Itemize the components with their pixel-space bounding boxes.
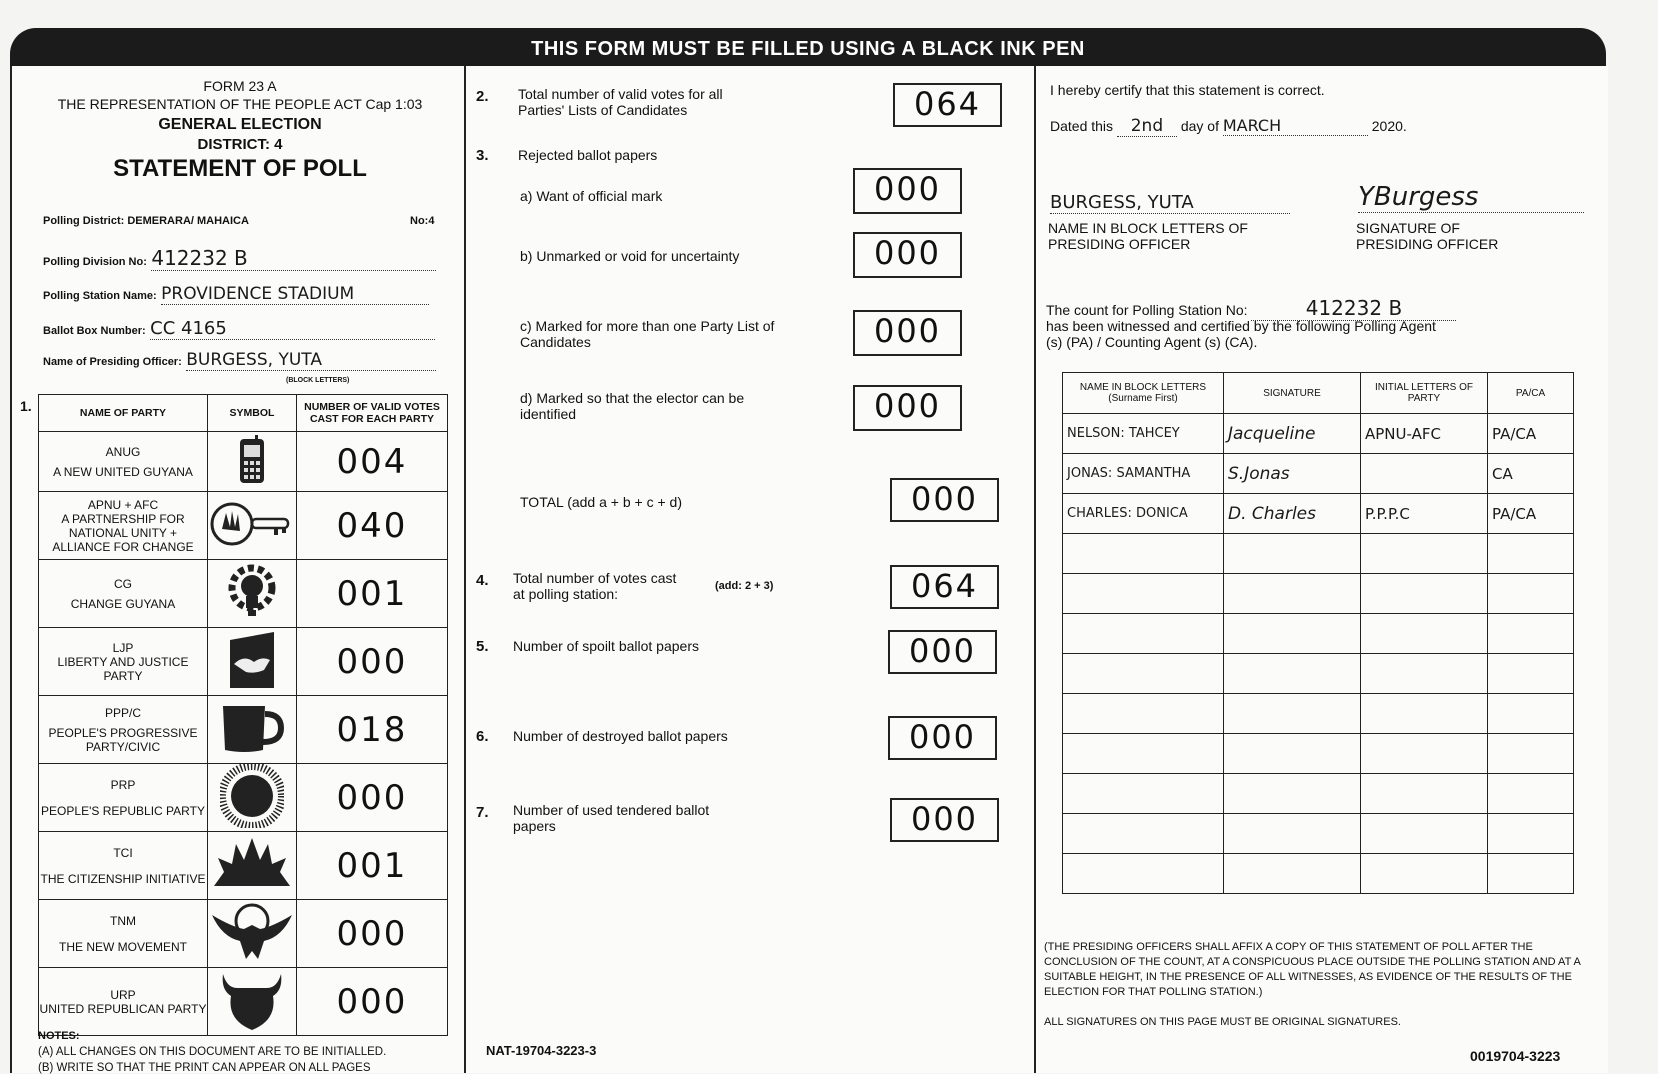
agent-party[interactable]: P.P.P.C [1361,494,1488,534]
district-title: DISTRICT: 4 [197,136,283,153]
agent-name[interactable]: NELSON: TAHCEY [1063,414,1224,454]
party-name-cell [39,696,208,764]
posting-footnote: (THE PRESIDING OFFICERS SHALL AFFIX A COPY OF THIS STATEMENT OF POLL AFTER THE CONCLUSION OF THE COUNT, AT A CONSPICUOUS PLACE OUTSIDE THE POLLING STATION AND AT A SUITABLE HEIGHT, IN THE PRESENCE OF ALL WITNESSES, AS EVIDENCE OF THE RESULTS OF THE ELECTION FOR THAT POLLING STATION.) [1044,941,1581,998]
header-agent-party: INITIAL LETTERS OF PARTY [1361,373,1488,414]
signature-label: SIGNATURE OF PRESIDING OFFICER [1356,220,1499,252]
ballot-box-value[interactable]: CC 4165 [150,318,435,340]
party-name-cell [39,764,208,832]
empty-agent-cell[interactable] [1488,854,1574,894]
party-name-cell [39,900,208,968]
symbol-cell [208,764,297,832]
party-name: THE CITIZENSHIP INITIATIVE [40,871,206,886]
officer-signature[interactable]: YBurgess [1358,182,1584,213]
table-row [1063,614,1574,654]
item-4-label: Total number of votes cast at polling station: [513,570,677,602]
agent-signature[interactable]: D. Charles [1224,494,1361,534]
empty-agent-cell[interactable] [1488,774,1574,814]
notes-title: NOTES: [38,1030,80,1042]
party-name: UNITED REPUBLICAN PARTY [39,1001,207,1016]
party-name: A PARTNERSHIP FOR NATIONAL UNITY + ALLIANCE FOR CHANGE [52,511,194,554]
handshake-icon [224,630,280,690]
empty-agent-cell[interactable] [1063,654,1224,694]
empty-agent-cell[interactable] [1224,654,1361,694]
agent-signature[interactable]: Jacqueline [1224,414,1361,454]
party-abbr: LJP [112,640,134,655]
header-symbol: SYMBOL [208,395,297,432]
dated-year: 2020. [1371,118,1407,134]
symbol-cell [208,432,297,492]
party-name-cell [39,832,208,900]
empty-agent-cell[interactable] [1224,734,1361,774]
header-agent-signature: SIGNATURE [1224,373,1361,414]
division-label: Polling Division No: [43,256,147,268]
officer-field [43,350,438,371]
votes-cell[interactable]: 000 [297,900,448,968]
election-title: GENERAL ELECTION [158,116,322,133]
hand-key-icon [210,499,294,549]
symbol-cell [208,968,297,1036]
officer-name-value[interactable]: BURGESS, YUTA [1050,192,1290,214]
day-of-text: day of [1180,118,1219,134]
table-row [1063,494,1574,534]
party-votes-table [38,394,448,1036]
item-4-value[interactable]: 064 [890,565,999,609]
sun-icon [220,764,284,828]
dated-day[interactable]: 2nd [1117,116,1177,137]
item-5-number: 5. [476,638,489,655]
empty-agent-cell[interactable] [1361,734,1488,774]
votes-cell[interactable]: 000 [297,628,448,696]
division-value[interactable]: 412232 B [151,246,436,271]
party-name: A NEW UNITED GUYANA [53,464,193,479]
empty-agent-cell[interactable] [1488,614,1574,654]
signatures-note: ALL SIGNATURES ON THIS PAGE MUST BE ORIGINAL SIGNATURES. [1044,1016,1401,1028]
serial-number: 0019704-3223 [1470,1048,1561,1064]
block-letters-note: (BLOCK LETTERS) [286,377,350,384]
count-tail: has been witnessed and certified by the following Polling Agent (s) (PA) / Counting Agent (s) (CA). [1046,318,1436,350]
item-6-label: Number of destroyed ballot papers [513,728,728,744]
station-value[interactable]: PROVIDENCE STADIUM [161,284,429,305]
agent-role[interactable]: CA [1488,454,1574,494]
count-label: The count for Polling Station No: [1046,302,1248,318]
cup-icon [217,700,287,756]
phone-icon [237,435,267,485]
column-divider-left [464,66,466,1073]
votes-cell[interactable]: 001 [297,560,448,628]
form-code: NAT-19704-3223-3 [486,1043,597,1058]
party-name: CHANGE GUYANA [70,596,176,611]
item-5-label: Number of spoilt ballot papers [513,638,699,654]
lightbulb-gear-icon [224,562,280,622]
count-station-value[interactable]: 412232 B [1251,296,1456,321]
table-row [1063,774,1574,814]
party-abbr: TNM [110,913,136,928]
officer-name-label: NAME IN BLOCK LETTERS OF PRESIDING OFFICER [1048,220,1248,252]
empty-agent-cell[interactable] [1488,534,1574,574]
party-abbr: ANUG [105,444,141,459]
division-field [43,246,438,271]
empty-agent-cell[interactable] [1063,614,1224,654]
empty-agent-cell[interactable] [1488,654,1574,694]
header-agent-name: NAME IN BLOCK LETTERS (Surname First) [1063,373,1224,414]
empty-agent-cell[interactable] [1488,694,1574,734]
empty-agent-cell[interactable] [1063,854,1224,894]
table-row [39,432,448,492]
empty-agent-cell[interactable] [1488,574,1574,614]
act-title: THE REPRESENTATION OF THE PEOPLE ACT Cap 1:03 [57,96,423,112]
header-agent-role: PA/CA [1488,373,1574,414]
dated-prefix: Dated this [1050,118,1114,134]
item-7-label: Number of used tendered ballot papers [513,802,710,834]
certify-text: I hereby certify that this statement is correct. [1050,82,1325,98]
empty-agent-cell[interactable] [1361,814,1488,854]
agents-table [1062,372,1574,894]
header-votes: NUMBER OF VALID VOTES CAST FOR EACH PARTY [297,395,448,432]
item-5-value[interactable]: 000 [888,630,997,674]
votes-cell[interactable]: 018 [297,696,448,764]
section-1-number: 1. [20,398,32,414]
empty-agent-cell[interactable] [1361,574,1488,614]
votes-cell[interactable]: 000 [297,968,448,1036]
ballot-box-label: Ballot Box Number: [43,325,146,337]
empty-agent-cell[interactable] [1063,694,1224,734]
header-party-name: NAME OF PARTY [39,395,208,432]
polling-district: Polling District: DEMERARA/ MAHAICA [43,215,249,227]
empty-agent-cell[interactable] [1063,534,1224,574]
votes-cell[interactable]: 040 [297,492,448,560]
agent-party[interactable] [1361,454,1488,494]
empty-agent-cell[interactable] [1224,854,1361,894]
item-3b-value[interactable]: 000 [853,232,962,278]
agent-name[interactable]: CHARLES: DONICA [1063,494,1224,534]
note-a: (A) ALL CHANGES ON THIS DOCUMENT ARE TO BE INITIALLED. [38,1046,387,1058]
table-row [1063,574,1574,614]
party-name-cell [39,560,208,628]
party-abbr: PPP/C [104,705,141,720]
party-name-cell [39,492,208,560]
item-3a-label: a) Want of official mark [520,188,663,204]
item-7-number: 7. [476,804,489,821]
item-7-value[interactable]: 000 [890,798,999,842]
agent-name[interactable]: JONAS: SAMANTHA [1063,454,1224,494]
party-abbr: APNU + AFC [87,497,159,512]
party-abbr: CG [114,576,132,591]
empty-agent-cell[interactable] [1063,574,1224,614]
officer-label: Name of Presiding Officer: [43,356,182,368]
item-6-value[interactable]: 000 [888,716,997,760]
party-abbr: PRP [110,777,136,792]
empty-agent-cell[interactable] [1361,534,1488,574]
table-row [1063,414,1574,454]
form-header [30,78,450,183]
item-3c-label: c) Marked for more than one Party List of Candidates [520,318,775,350]
item-3-label: Rejected ballot papers [518,147,658,163]
form-banner: THIS FORM MUST BE FILLED USING A BLACK INK PEN [10,28,1606,66]
symbol-cell [208,900,297,968]
column-divider-right [1034,66,1036,1073]
table-row [39,696,448,764]
item-3d-value[interactable]: 000 [853,385,962,431]
table-row [39,764,448,832]
table-row [1063,694,1574,734]
empty-agent-cell[interactable] [1063,814,1224,854]
dated-line [1050,116,1407,137]
item-3b-label: b) Unmarked or void for uncertainty [520,248,740,264]
empty-agent-cell[interactable] [1361,854,1488,894]
symbol-cell [208,560,297,628]
party-name: THE NEW MOVEMENT [59,939,187,954]
party-abbr: TCI [113,845,133,860]
agents-header-row [1063,373,1574,414]
item-3c-value[interactable]: 000 [853,310,962,356]
empty-agent-cell[interactable] [1488,734,1574,774]
empty-agent-cell[interactable] [1063,774,1224,814]
empty-agent-cell[interactable] [1224,614,1361,654]
agent-role[interactable]: PA/CA [1488,494,1574,534]
symbol-cell [208,492,297,560]
table-row [1063,654,1574,694]
table-row [1063,454,1574,494]
ballot-box-field [43,318,438,340]
blank-agent-rows [1063,534,1574,894]
party-name-cell [39,628,208,696]
form-number: FORM 23 A [203,78,277,94]
table-row [1063,734,1574,774]
item-2-value[interactable]: 064 [893,83,1002,127]
table-row [39,560,448,628]
symbol-cell [208,696,297,764]
leaf-burst-icon [210,836,294,892]
empty-agent-cell[interactable] [1361,614,1488,654]
total-3-value[interactable]: 000 [890,478,999,522]
agent-signature[interactable]: S.Jonas [1224,454,1361,494]
empty-agent-cell[interactable] [1063,734,1224,774]
symbol-cell [208,832,297,900]
station-field [43,284,438,305]
symbol-cell [208,628,297,696]
table-row [39,900,448,968]
eagle-icon [210,901,294,963]
party-abbr: URP [110,987,136,1002]
dated-month[interactable]: MARCH [1223,116,1368,136]
station-label: Polling Station Name: [43,290,157,302]
bull-icon [217,968,287,1032]
empty-agent-cell[interactable] [1488,814,1574,854]
table-row [1063,854,1574,894]
item-4-number: 4. [476,572,489,589]
agent-party[interactable]: APNU-AFC [1361,414,1488,454]
item-2-label: Total number of valid votes for all Parties' Lists of Candidates [518,86,723,118]
table-row [39,492,448,560]
item-2-number: 2. [476,88,489,105]
empty-agent-cell[interactable] [1361,774,1488,814]
party-name: PEOPLE'S REPUBLIC PARTY [41,803,205,818]
table-row [1063,814,1574,854]
item-3-number: 3. [476,147,489,164]
votes-cell[interactable]: 000 [297,764,448,832]
empty-agent-cell[interactable] [1224,694,1361,734]
party-name: LIBERTY AND JUSTICE PARTY [57,654,189,683]
page-title: STATEMENT OF POLL [113,155,367,182]
item-3d-label: d) Marked so that the elector can be identified [520,390,745,422]
agent-role[interactable]: PA/CA [1488,414,1574,454]
party-name: PEOPLE'S PROGRESSIVE PARTY/CIVIC [48,725,198,754]
empty-agent-cell[interactable] [1224,574,1361,614]
item-6-number: 6. [476,728,489,745]
party-name-cell [39,968,208,1036]
empty-agent-cell[interactable] [1361,654,1488,694]
item-3a-value[interactable]: 000 [853,168,962,214]
total-3-label: TOTAL (add a + b + c + d) [520,494,682,510]
votes-cell[interactable]: 004 [297,432,448,492]
votes-cell[interactable]: 001 [297,832,448,900]
item-4-note: (add: 2 + 3) [715,580,774,592]
party-name-cell [39,432,208,492]
empty-agent-cell[interactable] [1224,814,1361,854]
table-row [39,968,448,1036]
empty-agent-cell[interactable] [1224,534,1361,574]
note-b: (B) WRITE SO THAT THE PRINT CAN APPEAR ON ALL PAGES [38,1062,371,1074]
polling-district-no: No:4 [410,215,435,227]
empty-agent-cell[interactable] [1224,774,1361,814]
table-row [1063,534,1574,574]
officer-value[interactable]: BURGESS, YUTA [186,350,436,371]
table-row [39,628,448,696]
table-row [39,832,448,900]
empty-agent-cell[interactable] [1361,694,1488,734]
table-header-row [39,395,448,432]
